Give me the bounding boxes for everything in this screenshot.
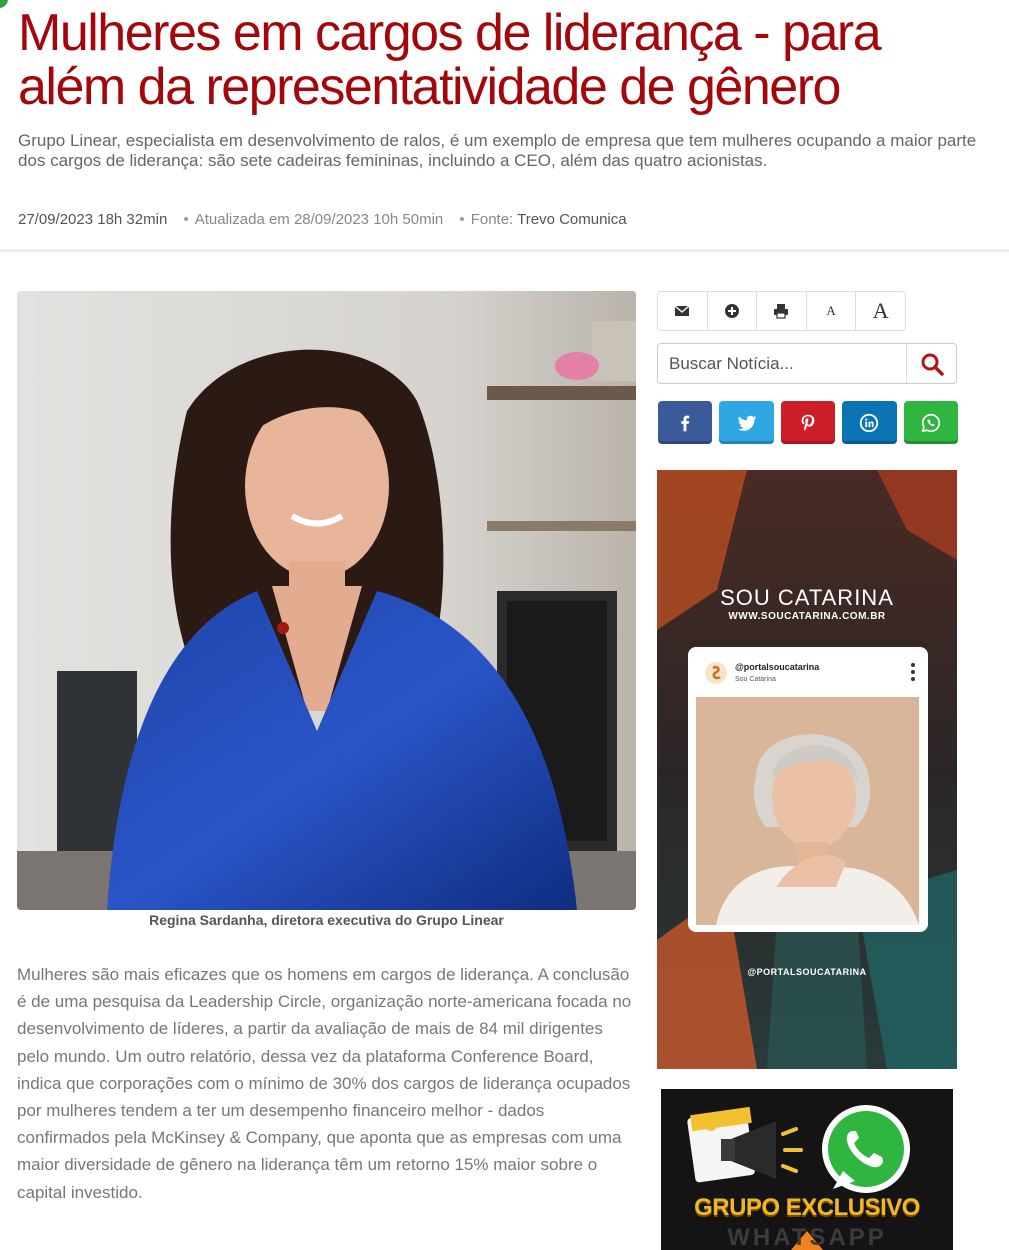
ad-handle-sub: Sou Catarina xyxy=(735,676,776,683)
ad2-subline: WHATSAPP xyxy=(727,1224,887,1250)
font-increase-button[interactable]: A xyxy=(872,298,889,323)
share-buttons xyxy=(658,401,958,444)
source-label: Fonte: xyxy=(470,211,514,228)
page-title: Mulheres em cargos de liderança - para além da representatividade de gênero xyxy=(18,4,881,116)
share-facebook-button[interactable] xyxy=(658,401,712,444)
article-meta xyxy=(18,211,627,228)
ad-photo xyxy=(696,697,919,925)
email-button[interactable] xyxy=(658,292,708,330)
ad-site-url: WWW.SOUCATARINA.COM.BR xyxy=(728,611,886,622)
ad2-headline: GRUPO EXCLUSIVO xyxy=(694,1194,920,1221)
envelope-icon xyxy=(674,303,690,319)
published-date: 27/09/2023 18h 32min xyxy=(18,211,168,228)
linkedin-icon xyxy=(858,412,880,434)
meta-separator: • xyxy=(183,211,189,228)
updated-date: Atualizada em 28/09/2023 10h 50min xyxy=(194,211,444,228)
search-icon xyxy=(920,352,944,376)
twitter-icon xyxy=(736,412,758,434)
share-linkedin-button[interactable] xyxy=(842,401,896,444)
search-box xyxy=(657,343,957,384)
ad-banner-whatsapp-group[interactable] xyxy=(661,1089,953,1250)
ad-banner-sou-catarina[interactable] xyxy=(657,470,957,1069)
article-subtitle: Grupo Linear, especialista em desenvolvimento de ralos, é um exemplo de empresa que tem mulheres ocupando a maior parte dos cargos de liderança: são sete cadeiras femininas, incluindo a CEO, além das quatro acionistas. xyxy=(18,131,977,170)
article-body: Mulheres são mais eficazes que os homens em cargos de liderança. A conclusão é de uma pesquisa da Leadership Circle, organização norte-americana focada no desenvolvimento de líderes, a partir da avaliação de mais de 84 mil dirigentes pelo mundo. Um outro relatório, dessa vez da plataforma Conference Board, indica que corporações com o mínimo de 30% dos cargos de liderança ocupados por mulheres tendem a ter um desempenho financeiro melhor - dados confirmados pela McKinsey & Company, que aponta que as empresas com uma maior diversidade de gênero na liderança têm um retorno 15% maior sobre o capital investido. xyxy=(17,965,632,1202)
search-button[interactable] xyxy=(906,344,956,383)
pinterest-icon xyxy=(797,412,819,434)
print-button[interactable] xyxy=(757,292,807,330)
article-header xyxy=(0,0,1009,252)
font-decrease-button[interactable]: A xyxy=(807,292,857,330)
ad-brand-name: SOU CATARINA xyxy=(720,585,894,610)
ad-footer-handle: @PORTALSOUCATARINA xyxy=(747,967,867,977)
search-input[interactable] xyxy=(658,344,906,383)
hero-image xyxy=(17,291,636,910)
share-twitter-button[interactable] xyxy=(719,401,773,444)
image-caption: Regina Sardanha, diretora executiva do Grupo Linear xyxy=(149,912,504,928)
ad-handle: @portalsoucatarina xyxy=(735,662,820,672)
ad-photo-woman xyxy=(696,697,919,925)
source-name[interactable]: Trevo Comunica xyxy=(517,211,627,228)
meta-separator: • xyxy=(459,211,465,228)
share-pinterest-button[interactable] xyxy=(781,401,835,444)
hero-photo xyxy=(17,291,636,910)
share-whatsapp-button[interactable] xyxy=(904,401,958,444)
plus-circle-icon xyxy=(724,303,740,319)
facebook-icon xyxy=(674,412,696,434)
article-toolbar xyxy=(657,291,906,331)
ad-social-card xyxy=(688,647,928,932)
whatsapp-icon xyxy=(920,412,942,434)
more-options-icon xyxy=(910,662,916,682)
more-button[interactable] xyxy=(708,292,758,330)
profile-avatar-icon xyxy=(704,661,728,685)
printer-icon xyxy=(773,303,789,319)
